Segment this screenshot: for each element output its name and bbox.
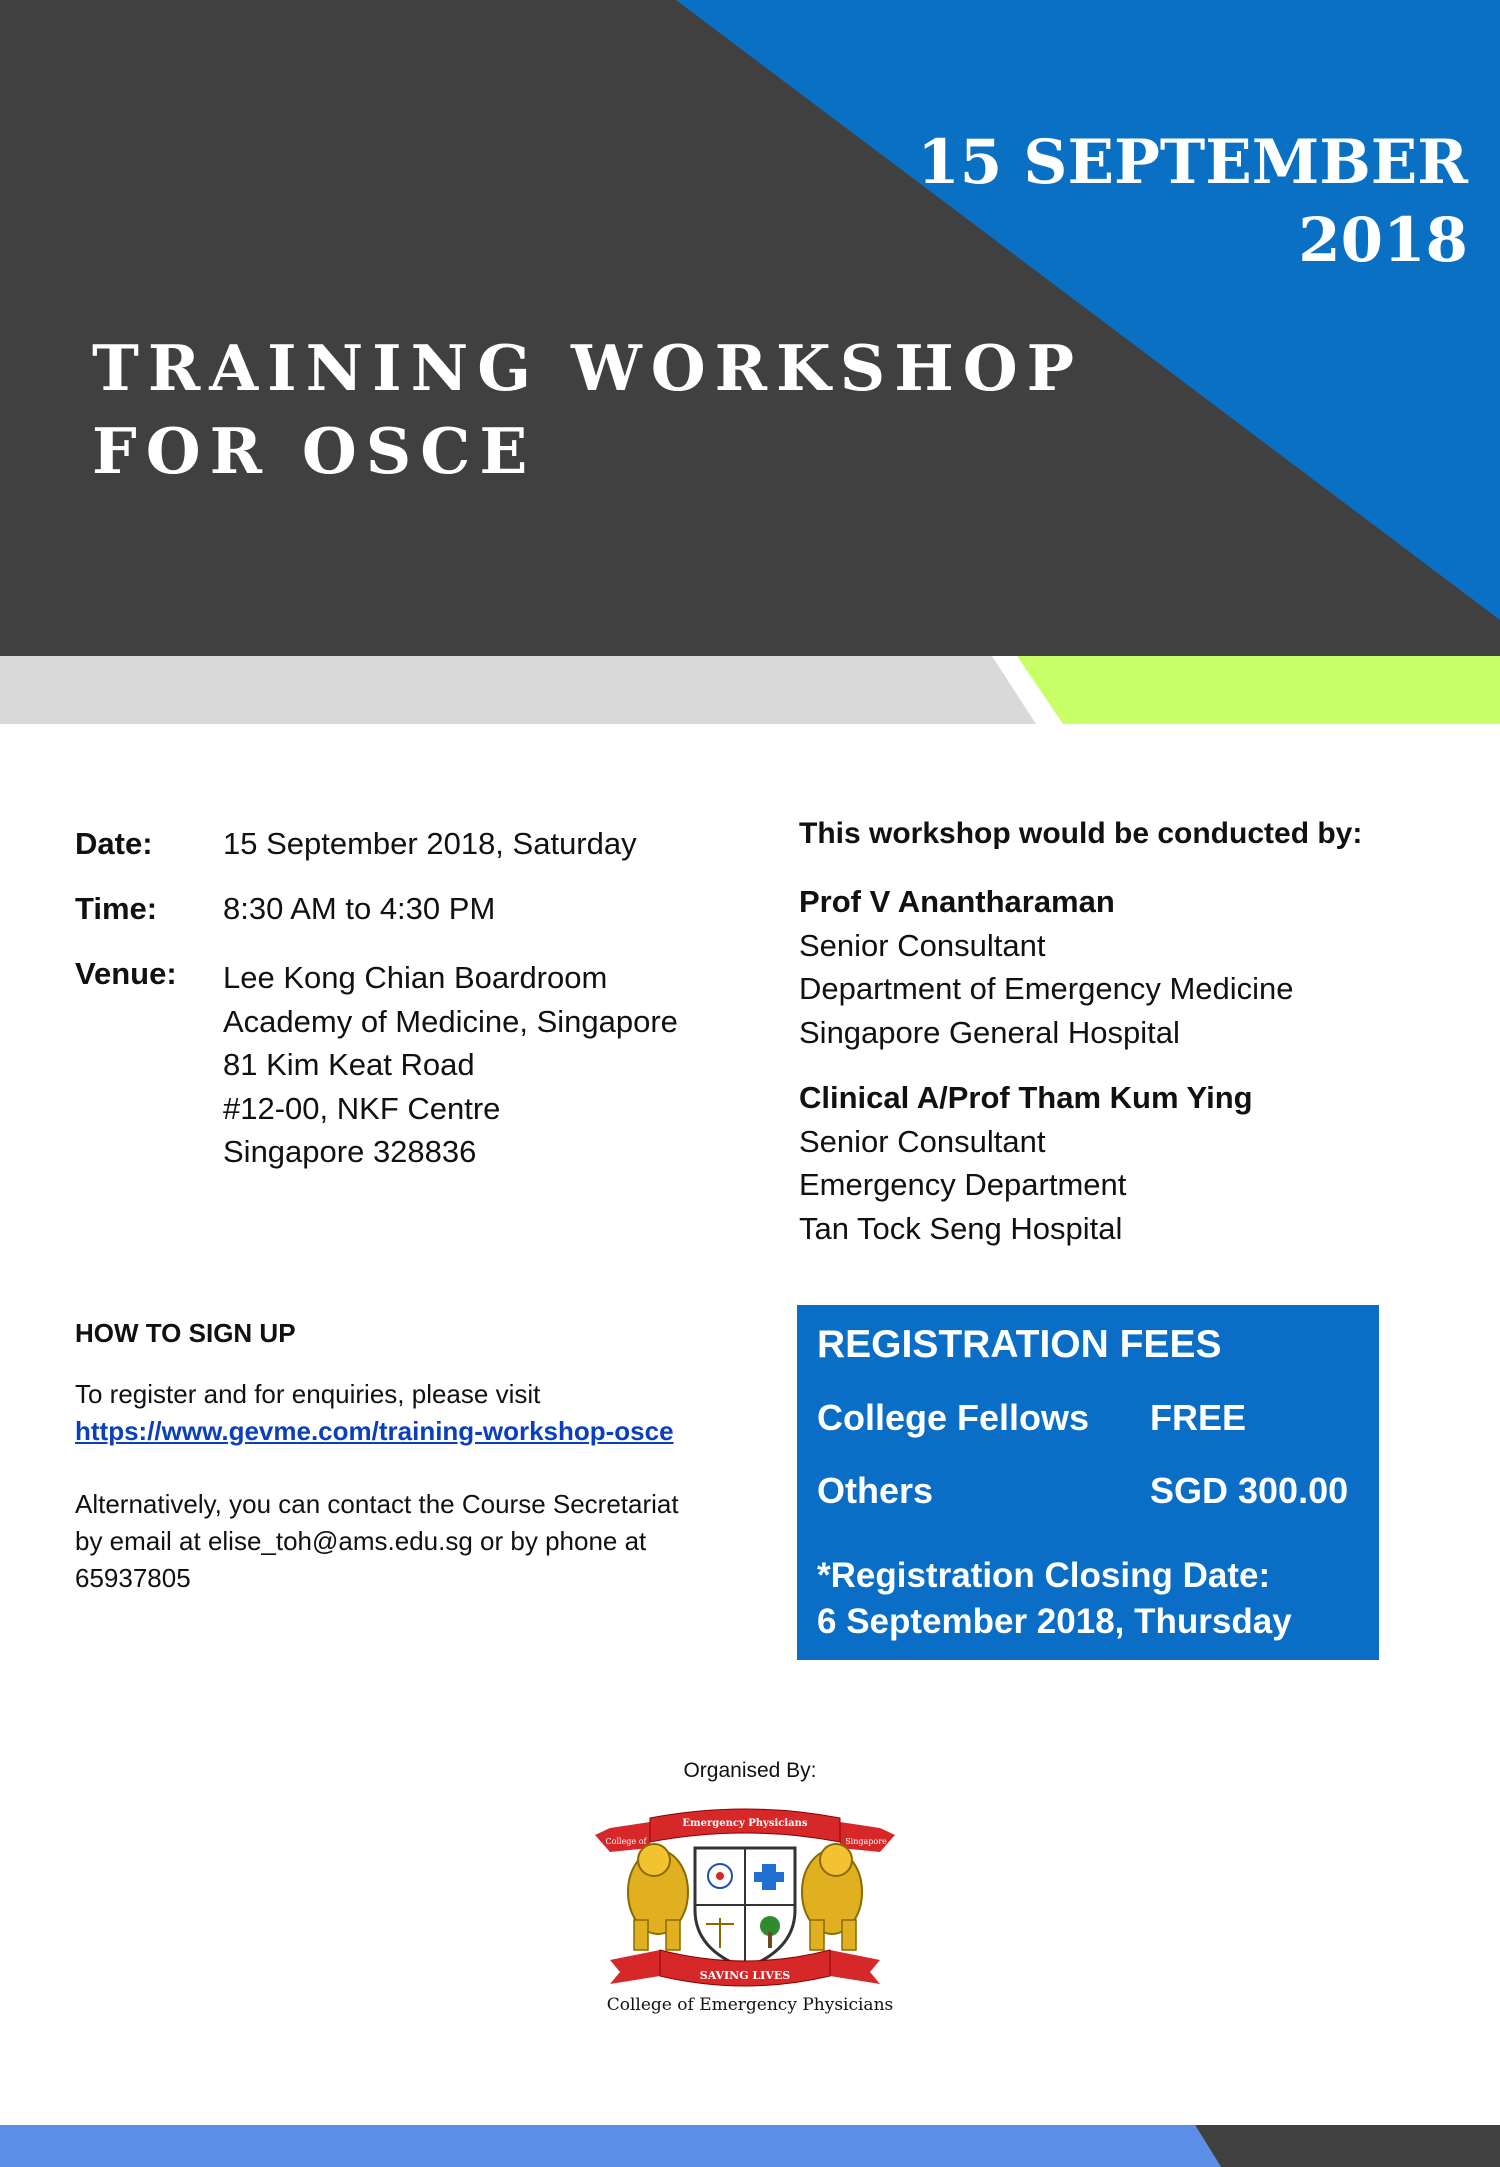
svg-text:College of: College of: [605, 1837, 647, 1846]
time-value: 8:30 AM to 4:30 PM: [223, 891, 496, 926]
lion-left-icon: [628, 1844, 688, 1950]
svg-text:Emergency Physicians: Emergency Physicians: [682, 1818, 808, 1829]
conductor-line: Tan Tock Seng Hospital: [799, 1210, 1123, 1246]
event-year-heading: 2018: [1298, 205, 1468, 276]
footer-blue-stripe: [0, 2125, 1221, 2167]
date-label: Date:: [75, 826, 153, 861]
fees-heading: REGISTRATION FEES: [817, 1323, 1222, 1366]
date-value: 15 September 2018, Saturday: [223, 826, 637, 861]
registration-fees-box: [797, 1305, 1379, 1660]
conductor-line: Senior Consultant: [799, 1123, 1046, 1159]
signup-text: [75, 1376, 674, 1450]
contact-line: Alternatively, you can contact the Course Secretariat: [75, 1489, 679, 1519]
page-title-line-1: TRAINING WORKSHOP: [92, 331, 1083, 405]
time-label: Time:: [75, 891, 158, 926]
conductor-1: [799, 880, 1294, 1054]
fee-name: College Fellows: [817, 1397, 1090, 1438]
conductor-2: [799, 1076, 1253, 1250]
fee-price: SGD 300.00: [1150, 1470, 1349, 1511]
closing-date: [817, 1553, 1292, 1645]
lime-stripe: [1017, 656, 1500, 724]
event-date-heading: 15 SEPTEMBER: [917, 127, 1468, 198]
page-title-line-2: FOR OSCE: [92, 414, 537, 488]
venue-line: #12-00, NKF Centre: [223, 1090, 501, 1126]
footer-bar: [0, 2120, 1500, 2167]
contact-line: 65937805: [75, 1563, 191, 1593]
contact-text: [75, 1486, 679, 1597]
conductor-line: Department of Emergency Medicine: [799, 971, 1294, 1006]
footer-dark-stripe: [1195, 2125, 1500, 2167]
conductor-line: Emergency Department: [799, 1167, 1127, 1202]
college-logo: [590, 1800, 900, 1990]
organised-by-label: Organised By:: [683, 1759, 817, 1782]
lion-right-icon: [802, 1844, 862, 1950]
venue-line: Lee Kong Chian Boardroom: [223, 960, 608, 995]
svg-text:Singapore: Singapore: [845, 1837, 887, 1846]
signup-heading: HOW TO SIGN UP: [75, 1318, 296, 1348]
gray-stripe: [0, 656, 1036, 724]
closing-date-label: *Registration Closing Date:: [817, 1556, 1271, 1595]
conductors-heading: This workshop would be conducted by:: [799, 817, 1363, 850]
signup-intro: To register and for enquiries, please visit: [75, 1379, 541, 1409]
conductor-line: Senior Consultant: [799, 927, 1046, 963]
venue-label: Venue:: [75, 956, 177, 991]
svg-text:SAVING LIVES: SAVING LIVES: [699, 1969, 791, 1982]
venue-line: Academy of Medicine, Singapore: [223, 1003, 678, 1039]
conductor-name: Prof V Anantharaman: [799, 884, 1115, 919]
fee-price: FREE: [1150, 1397, 1247, 1438]
venue-line: Singapore 328836: [223, 1134, 477, 1169]
venue-line: 81 Kim Keat Road: [223, 1047, 475, 1082]
college-crest-icon: [590, 1800, 900, 1990]
logo-caption: College of Emergency Physicians: [606, 1995, 894, 2015]
conductor-name: Clinical A/Prof Tham Kum Ying: [799, 1080, 1253, 1115]
conductor-line: Singapore General Hospital: [799, 1014, 1180, 1050]
registration-link[interactable]: https://www.gevme.com/training-workshop-osce: [75, 1416, 674, 1446]
fee-name: Others: [817, 1470, 934, 1511]
contact-line: by email at elise_toh@ams.edu.sg or by phone at: [75, 1526, 647, 1556]
venue-address: [223, 956, 678, 1174]
closing-date-value: 6 September 2018, Thursday: [817, 1602, 1292, 1641]
